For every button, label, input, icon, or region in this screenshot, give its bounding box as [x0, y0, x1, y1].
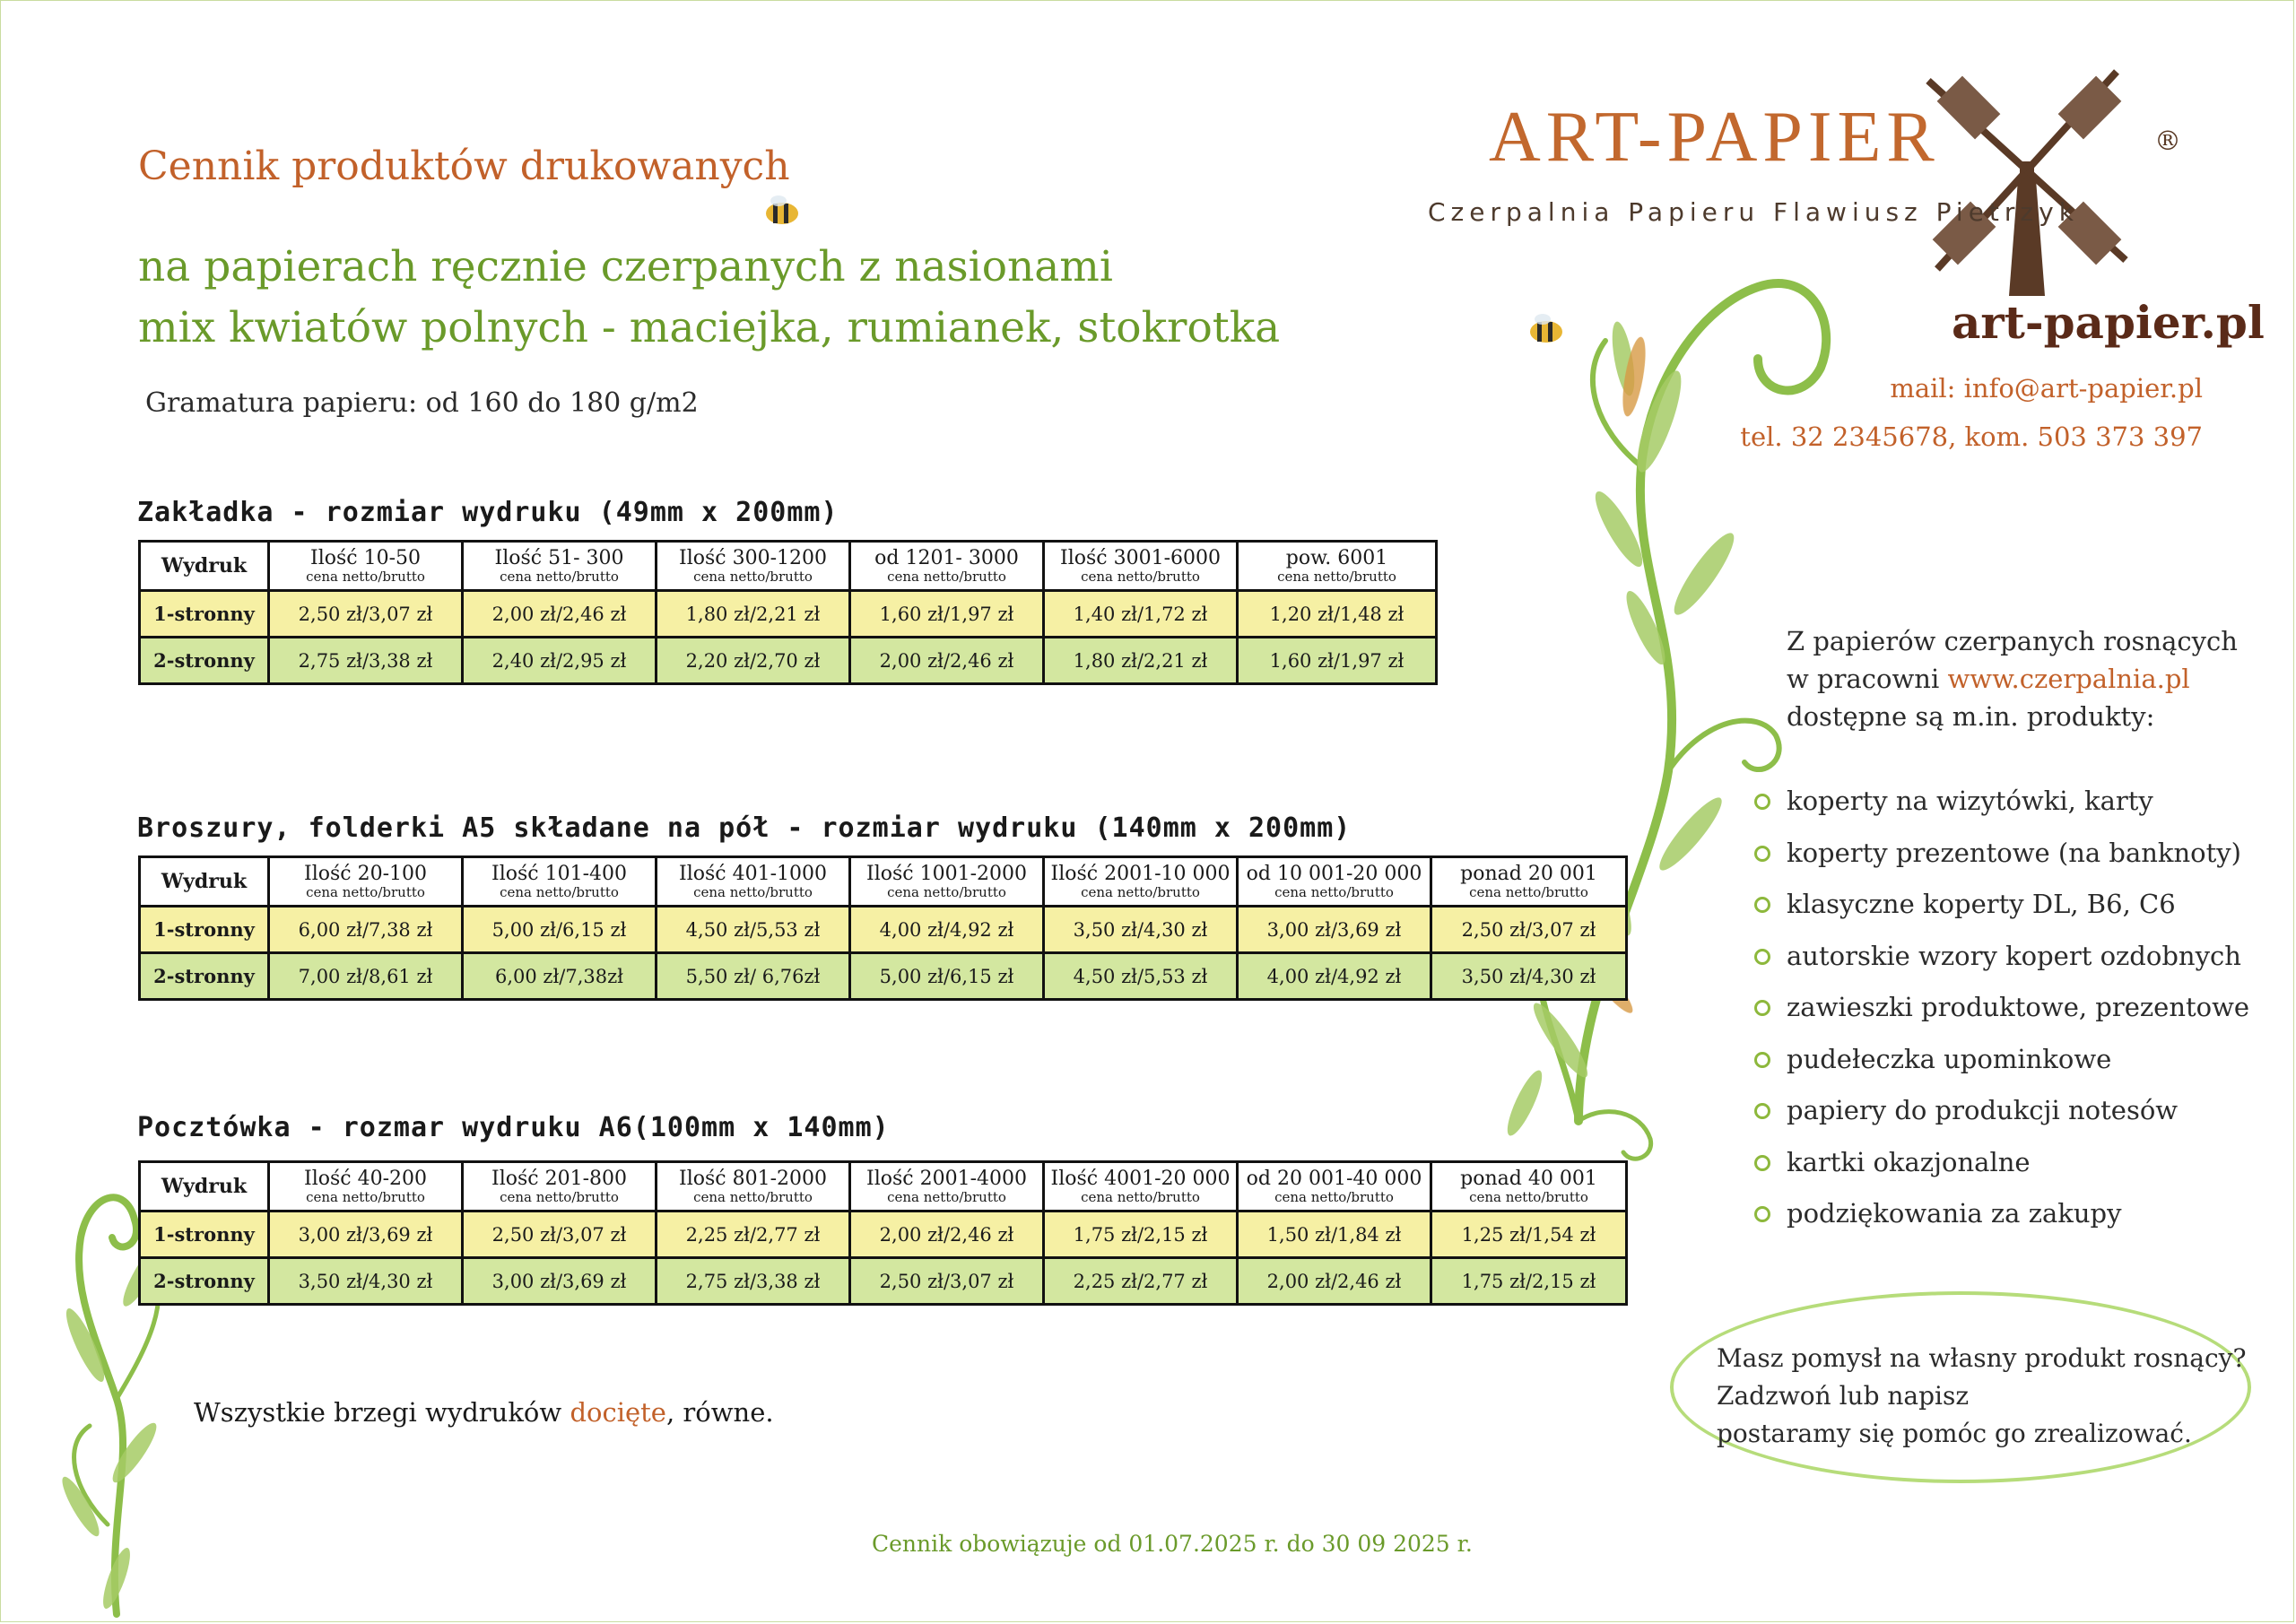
row-label: 2-stronny — [140, 1258, 269, 1305]
column-header: Ilość 300-1200 cena netto/brutto — [657, 542, 850, 591]
row-label: 2-stronny — [140, 638, 269, 684]
price-cell: 2,25 zł/2,77 zł — [657, 1211, 850, 1258]
brand-tagline: Czerpalnia Papieru Flawiusz Pietrzyk — [1428, 197, 2079, 227]
column-header-print: Wydruk — [140, 857, 269, 907]
bullet-circle-icon — [1754, 897, 1770, 913]
price-cell: 2,50 zł/3,07 zł — [463, 1211, 657, 1258]
list-item: kartki okazjonalne — [1751, 1147, 2249, 1199]
column-header: ponad 20 001 cena netto/brutto — [1431, 857, 1627, 907]
column-header: Ilość 3001-6000 cena netto/brutto — [1044, 542, 1238, 591]
table-row — [140, 1211, 1627, 1258]
price-cell: 2,00 zł/2,46 zł — [463, 591, 657, 638]
column-header: Ilość 51- 300 cena netto/brutto — [463, 542, 657, 591]
row-label: 1-stronny — [140, 1211, 269, 1258]
price-cell: 3,00 zł/3,69 zł — [269, 1211, 463, 1258]
cta-text — [1717, 1340, 2246, 1453]
column-header: Ilość 40-200 cena netto/brutto — [269, 1162, 463, 1211]
price-cell: 2,75 zł/3,38 zł — [657, 1258, 850, 1305]
edges-note: Wszystkie brzegi wydruków docięte, równe. — [194, 1397, 774, 1428]
price-cell: 4,50 zł/5,53 zł — [657, 907, 850, 953]
table-row — [140, 591, 1437, 638]
price-cell: 1,40 zł/1,72 zł — [1044, 591, 1238, 638]
price-cell: 3,50 zł/4,30 zł — [1431, 953, 1627, 1000]
price-cell: 1,25 zł/1,54 zł — [1431, 1211, 1627, 1258]
column-header-print: Wydruk — [140, 542, 269, 591]
phone-contact: tel. 32 2345678, kom. 503 373 397 — [1740, 421, 2203, 452]
column-header: Ilość 401-1000 cena netto/brutto — [657, 857, 850, 907]
column-header-print: Wydruk — [140, 1162, 269, 1211]
price-list-validity: Cennik obowiązuje od 01.07.2025 r. do 30 09 2025 r. — [872, 1531, 1473, 1557]
column-header: od 10 001-20 000 cena netto/brutto — [1238, 857, 1431, 907]
bullet-circle-icon — [1754, 1000, 1770, 1016]
price-cell: 2,20 zł/2,70 zł — [657, 638, 850, 684]
price-cell: 4,00 zł/4,92 zł — [1238, 953, 1431, 1000]
column-header: Ilość 2001-4000 cena netto/brutto — [850, 1162, 1044, 1211]
price-cell: 6,00 zł/7,38 zł — [269, 907, 463, 953]
price-cell: 1,80 zł/2,21 zł — [1044, 638, 1238, 684]
table-row — [140, 638, 1437, 684]
table-row — [140, 953, 1627, 1000]
column-header: Ilość 1001-2000 cena netto/brutto — [850, 857, 1044, 907]
price-cell: 4,00 zł/4,92 zł — [850, 907, 1044, 953]
price-cell: 1,50 zł/1,84 zł — [1238, 1211, 1431, 1258]
list-item: koperty na wizytówki, karty — [1751, 786, 2249, 838]
bee-icon — [766, 195, 798, 224]
postcard-price-table — [138, 1160, 1628, 1306]
products-intro-line-1: Z papierów czerpanych rosnących — [1787, 626, 2238, 656]
bookmark-table-heading: Zakładka - rozmiar wydruku (49mm x 200mm) — [137, 497, 839, 528]
price-cell: 2,50 zł/3,07 zł — [1431, 907, 1627, 953]
price-cell: 2,40 zł/2,95 zł — [463, 638, 657, 684]
price-cell: 2,75 zł/3,38 zł — [269, 638, 463, 684]
brochure-price-table — [138, 855, 1628, 1001]
column-header: Ilość 101-400 cena netto/brutto — [463, 857, 657, 907]
column-header: od 1201- 3000 cena netto/brutto — [850, 542, 1044, 591]
list-item: podziękowania za zakupy — [1751, 1198, 2249, 1250]
column-header: Ilość 2001-10 000 cena netto/brutto — [1044, 857, 1238, 907]
cta-line-2: Zadzwoń lub napisz — [1717, 1381, 1970, 1411]
price-cell: 5,00 zł/6,15 zł — [850, 953, 1044, 1000]
column-header: od 20 001-40 000 cena netto/brutto — [1238, 1162, 1431, 1211]
price-cell: 5,00 zł/6,15 zł — [463, 907, 657, 953]
column-header: Ilość 10-50 cena netto/brutto — [269, 542, 463, 591]
price-cell: 2,50 zł/3,07 zł — [269, 591, 463, 638]
row-label: 2-stronny — [140, 953, 269, 1000]
subtitle-line-1: na papierach ręcznie czerpanych z nasionami — [138, 242, 1113, 291]
price-cell: 3,00 zł/3,69 zł — [1238, 907, 1431, 953]
bullet-circle-icon — [1754, 846, 1770, 862]
list-item: papiery do produkcji notesów — [1751, 1095, 2249, 1147]
bee-icon — [1530, 314, 1562, 343]
price-cell: 1,80 zł/2,21 zł — [657, 591, 850, 638]
list-item: autorskie wzory kopert ozdobnych — [1751, 941, 2249, 993]
brand-name: ART-PAPIER — [1489, 98, 1940, 177]
price-cell: 2,50 zł/3,07 zł — [850, 1258, 1044, 1305]
column-header: Ilość 20-100 cena netto/brutto — [269, 857, 463, 907]
price-cell: 2,00 zł/2,46 zł — [850, 1211, 1044, 1258]
price-cell: 2,00 zł/2,46 zł — [850, 638, 1044, 684]
page-title: Cennik produktów drukowanych — [138, 143, 790, 189]
bullet-circle-icon — [1754, 1103, 1770, 1119]
price-cell: 1,60 zł/1,97 zł — [850, 591, 1044, 638]
bullet-circle-icon — [1754, 1052, 1770, 1068]
list-item: zawieszki produktowe, prezentowe — [1751, 992, 2249, 1044]
price-cell: 2,25 zł/2,77 zł — [1044, 1258, 1238, 1305]
price-cell: 3,50 zł/4,30 zł — [1044, 907, 1238, 953]
products-intro — [1787, 622, 2238, 735]
bullet-circle-icon — [1754, 1206, 1770, 1222]
bullet-circle-icon — [1754, 794, 1770, 810]
paper-grammage: Gramatura papieru: od 160 do 180 g/m2 — [145, 387, 699, 419]
products-intro-line-3: dostępne są m.in. produkty: — [1787, 701, 2155, 732]
column-header: Ilość 801-2000 cena netto/brutto — [657, 1162, 850, 1211]
product-list — [1751, 786, 2249, 1250]
bullet-circle-icon — [1754, 949, 1770, 965]
postcard-table-heading: Pocztówka - rozmar wydruku A6(100mm x 140mm) — [137, 1112, 890, 1143]
table-header-row — [140, 857, 1627, 907]
cta-line-3: postaramy się pomóc go zrealizować. — [1717, 1419, 2192, 1448]
subtitle-line-2: mix kwiatów polnych - maciejka, rumianek, stokrotka — [138, 303, 1281, 352]
price-cell: 5,50 zł/ 6,76zł — [657, 953, 850, 1000]
table-header-row — [140, 542, 1437, 591]
bookmark-price-table — [138, 540, 1438, 685]
column-header: ponad 40 001 cena netto/brutto — [1431, 1162, 1627, 1211]
website-link[interactable]: art-papier.pl — [1952, 296, 2265, 349]
row-label: 1-stronny — [140, 591, 269, 638]
price-cell: 1,75 zł/2,15 zł — [1431, 1258, 1627, 1305]
table-row — [140, 1258, 1627, 1305]
email-contact[interactable]: mail: info@art-papier.pl — [1890, 373, 2203, 404]
list-item: koperty prezentowe (na banknoty) — [1751, 838, 2249, 890]
list-item: klasyczne koperty DL, B6, C6 — [1751, 889, 2249, 941]
cta-line-1: Masz pomysł na własny produkt rosnący? — [1717, 1343, 2247, 1373]
table-row — [140, 907, 1627, 953]
price-cell: 1,60 zł/1,97 zł — [1238, 638, 1437, 684]
column-header: pow. 6001 cena netto/brutto — [1238, 542, 1437, 591]
workshop-link[interactable]: www.czerpalnia.pl — [1947, 664, 2190, 694]
list-item: pudełeczka upominkowe — [1751, 1044, 2249, 1096]
column-header: Ilość 201-800 cena netto/brutto — [463, 1162, 657, 1211]
bullet-circle-icon — [1754, 1155, 1770, 1171]
products-intro-line-2: w pracowni www.czerpalnia.pl — [1787, 664, 2190, 694]
row-label: 1-stronny — [140, 907, 269, 953]
price-cell: 4,50 zł/5,53 zł — [1044, 953, 1238, 1000]
price-cell: 7,00 zł/8,61 zł — [269, 953, 463, 1000]
column-header: Ilość 4001-20 000 cena netto/brutto — [1044, 1162, 1238, 1211]
price-cell: 2,00 zł/2,46 zł — [1238, 1258, 1431, 1305]
price-cell: 3,50 zł/4,30 zł — [269, 1258, 463, 1305]
price-cell: 1,75 zł/2,15 zł — [1044, 1211, 1238, 1258]
windmill-logo-icon — [1928, 72, 2126, 296]
price-cell: 6,00 zł/7,38zł — [463, 953, 657, 1000]
registered-mark: ® — [2154, 126, 2181, 157]
price-cell: 1,20 zł/1,48 zł — [1238, 591, 1437, 638]
vine-leaves-right — [1501, 320, 1742, 1140]
brochure-table-heading: Broszury, folderki A5 składane na pół - rozmiar wydruku (140mm x 200mm) — [137, 812, 1352, 844]
table-header-row — [140, 1162, 1627, 1211]
price-cell: 3,00 zł/3,69 zł — [463, 1258, 657, 1305]
